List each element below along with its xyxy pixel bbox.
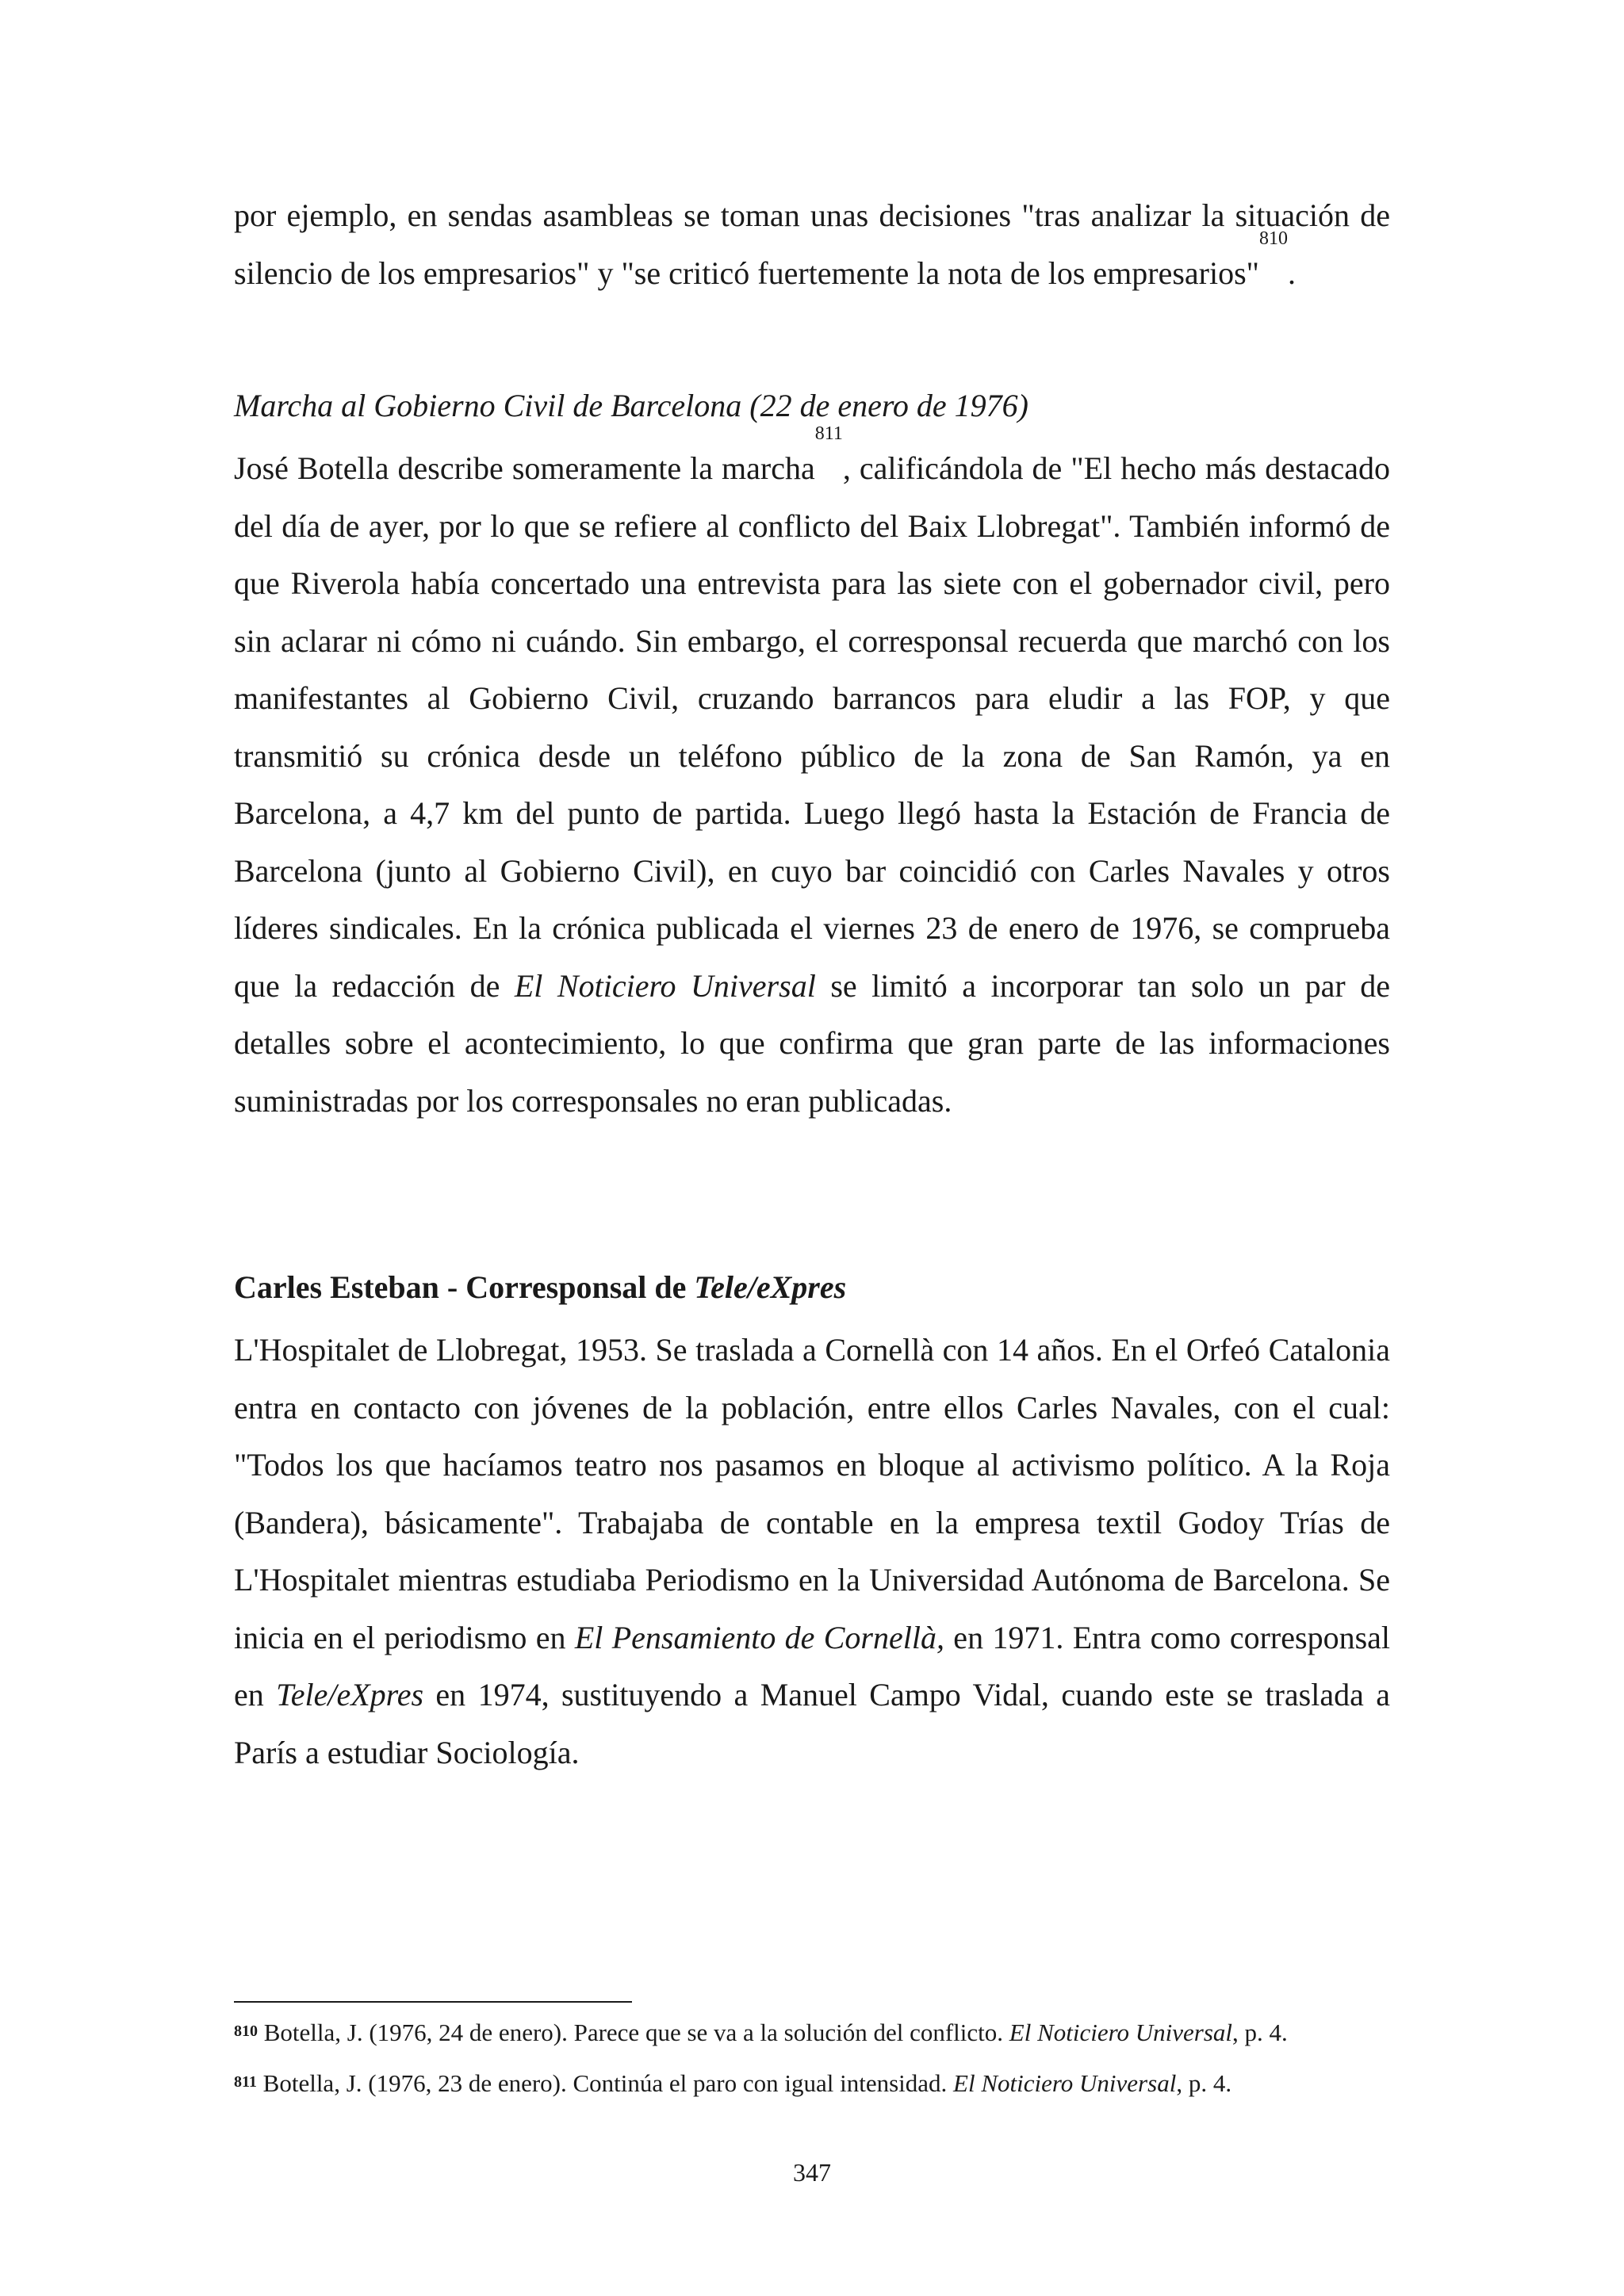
footnote-811 xyxy=(234,2071,1390,2096)
publication-title: El Noticiero Universal xyxy=(514,967,816,1004)
section-heading-marcha: Marcha al Gobierno Civil de Barcelona (22 de enero de 1976) xyxy=(234,388,1028,423)
paragraph-text: en 1974, sustituyendo a Manuel Campo Vidal, cuando este se traslada a París a estudiar Sociología. xyxy=(234,1677,1390,1770)
footnote-number: 811 xyxy=(234,2073,257,2091)
document-page xyxy=(234,0,1390,2296)
paragraph-carles-esteban xyxy=(234,1322,1390,1781)
section-heading-carles-esteban xyxy=(234,1269,846,1307)
paragraph-text: , calificándola de "El hecho más destacado del día de ayer, por lo que se refiere al conflicto del Baix Llobregat". También informó de que Riverola había concertado una entrevista para las siete con el gobernador civil, pero sin aclarar ni cómo ni cuándo. Sin embargo, el corresponsal recuerda que marchó con los manifestantes al Gobierno Civil, cruzando barrancos para eludir a las FOP, y que transmitió su crónica desde un teléfono público de la zona de San Ramón, ya en Barcelona, a 4,7 km del punto de partida. Luego llegó hasta la Estación de Francia de Barcelona (junto al Gobierno Civil), en cuyo bar coincidió con Carles Navales y otros líderes sindicales. En la crónica publicada el viernes 23 de enero de 1976, se comprueba que la redacción de xyxy=(234,450,1391,1004)
paragraph-text: por ejemplo, en sendas asambleas se toman unas decisiones "tras analizar la situación de silencio de los empresarios" y "se criticó fuertemente la nota de los empresarios" xyxy=(234,197,1390,291)
footnote-publication: El Noticiero Universal xyxy=(1009,2019,1233,2046)
footnote-publication: El Noticiero Universal xyxy=(953,2069,1177,2097)
paragraph-text: . xyxy=(1288,254,1297,291)
paragraph-text: en 1971. Entra como corresponsal en xyxy=(234,1619,1391,1712)
footnote-text: Botella, J. (1976, 23 de enero). Continúa el paro con igual intensidad. xyxy=(256,2069,954,2097)
publication-title: Tele/eXpres xyxy=(276,1677,424,1712)
footnote-text: , p. 4. xyxy=(1232,2019,1288,2046)
heading-text: Carles Esteban - Corresponsal de xyxy=(234,1269,695,1305)
footnote-ref-810[interactable]: 810 xyxy=(1259,228,1289,249)
footnote-810 xyxy=(234,2020,1390,2045)
footnote-text: Botella, J. (1976, 24 de enero). Parece que se va a la solución del conflicto. xyxy=(258,2019,1009,2046)
footnote-separator xyxy=(234,2001,632,2003)
heading-publication: Tele/eXpres xyxy=(694,1269,847,1305)
paragraph-text: L'Hospitalet de Llobregat, 1953. Se traslada a Cornellà con 14 años. En el Orfeó Catalonia entra en contacto con jóvenes de la población, entre ellos Carles Navales, con el cual: "Todos los que hacíamos teatro nos pasamos en bloque al activismo político. A la Roja (Bandera), básicamente". Trabajaba de contable en la empresa textil Godoy Trías de L'Hospitalet mientras estudiaba Periodismo en la Universidad Autónoma de Barcelona. Se inicia en el periodismo en xyxy=(234,1332,1390,1655)
footnote-text: , p. 4. xyxy=(1176,2069,1232,2097)
publication-title: El Pensamiento de Cornellà, xyxy=(574,1619,944,1655)
paragraph-intro xyxy=(234,187,1390,302)
paragraph-text: José Botella describe someramente la marcha xyxy=(234,450,815,486)
paragraph-text: se limitó a incorporar tan solo un par de detalles sobre el acontecimiento, lo que confirma que gran parte de las informaciones suministradas por los corresponsales no eran publicadas. xyxy=(234,967,1390,1119)
footnote-ref-811[interactable]: 811 xyxy=(814,423,843,444)
paragraph-marcha xyxy=(234,423,1391,1130)
page-number: 347 xyxy=(793,2158,831,2187)
footnote-number: 810 xyxy=(234,2022,258,2040)
